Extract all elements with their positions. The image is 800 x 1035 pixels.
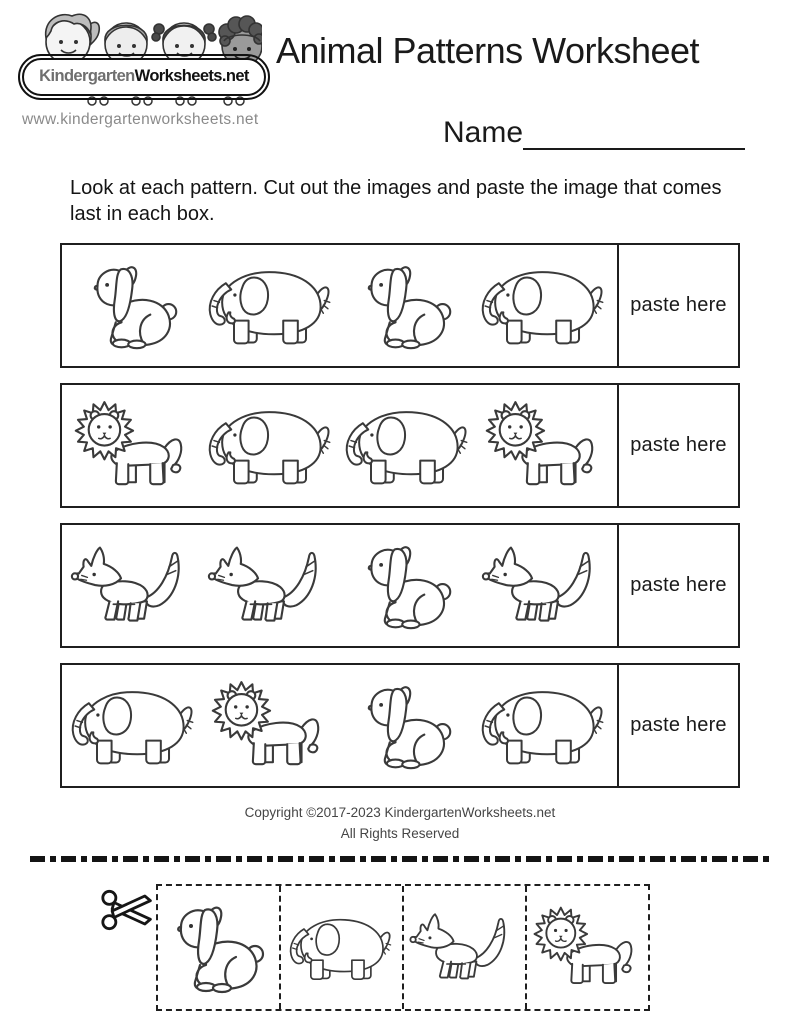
rabbit-image <box>66 256 203 356</box>
pattern-row-2 <box>60 383 740 508</box>
pattern-row-1 <box>60 243 740 368</box>
website-url: www.kindergartenworksheets.net <box>22 111 259 128</box>
page-title: Animal Patterns Worksheet <box>276 30 700 71</box>
elephant-image <box>203 395 340 497</box>
paste-here-label: paste here <box>630 714 727 736</box>
pattern-row-4 <box>60 663 740 788</box>
elephant-image <box>203 255 340 357</box>
pattern-rows-section <box>60 243 740 803</box>
site-logo <box>22 8 270 129</box>
elephant-image <box>340 395 477 497</box>
copyright-footer <box>0 803 800 845</box>
lion-image <box>527 886 648 1009</box>
paste-here-label: paste here <box>630 574 727 596</box>
fox-image <box>476 538 613 634</box>
rabbit-image <box>340 676 477 776</box>
elephant-image <box>476 255 613 357</box>
scissors-icon <box>100 886 156 934</box>
rabbit-image <box>158 886 281 1009</box>
name-field <box>443 116 745 150</box>
elephant-image <box>476 675 613 777</box>
cutout-strip <box>100 884 650 1011</box>
paste-here-box-3[interactable] <box>617 525 738 646</box>
pattern-row-2-animals <box>62 385 617 506</box>
lion-image <box>476 396 613 496</box>
elephant-image <box>66 675 203 777</box>
paste-here-box-4[interactable] <box>617 665 738 786</box>
paste-here-box-2[interactable] <box>617 385 738 506</box>
rabbit-image <box>340 536 477 636</box>
paste-here-label: paste here <box>630 294 727 316</box>
logo-banner <box>22 58 266 96</box>
rabbit-image <box>340 256 477 356</box>
logo-text-worksheets: Worksheets.net <box>134 67 249 85</box>
cutout-animals-box[interactable] <box>156 884 650 1011</box>
fox-image <box>203 538 340 634</box>
fox-image <box>404 886 527 1009</box>
lion-image <box>203 676 340 776</box>
paste-here-box-1[interactable] <box>617 245 738 366</box>
children-feet-icon <box>28 95 262 109</box>
pattern-row-3 <box>60 523 740 648</box>
name-label: Name <box>443 116 524 149</box>
pattern-row-1-animals <box>62 245 617 366</box>
logo-text-kindergarten: Kindergarten <box>39 67 135 85</box>
cut-line-divider <box>30 856 770 862</box>
pattern-row-4-animals <box>62 665 617 786</box>
pattern-row-3-animals <box>62 525 617 646</box>
rights-line: All Rights Reserved <box>340 825 460 841</box>
name-blank-line[interactable] <box>523 116 745 150</box>
instructions-text: Look at each pattern. Cut out the images and paste the image that comes last in each box. <box>70 177 722 226</box>
copyright-line: Copyright ©2017-2023 KindergartenWorksheets.net <box>244 805 556 820</box>
paste-here-label: paste here <box>630 434 727 456</box>
fox-image <box>66 538 203 634</box>
elephant-image <box>281 886 404 1009</box>
lion-image <box>66 396 203 496</box>
